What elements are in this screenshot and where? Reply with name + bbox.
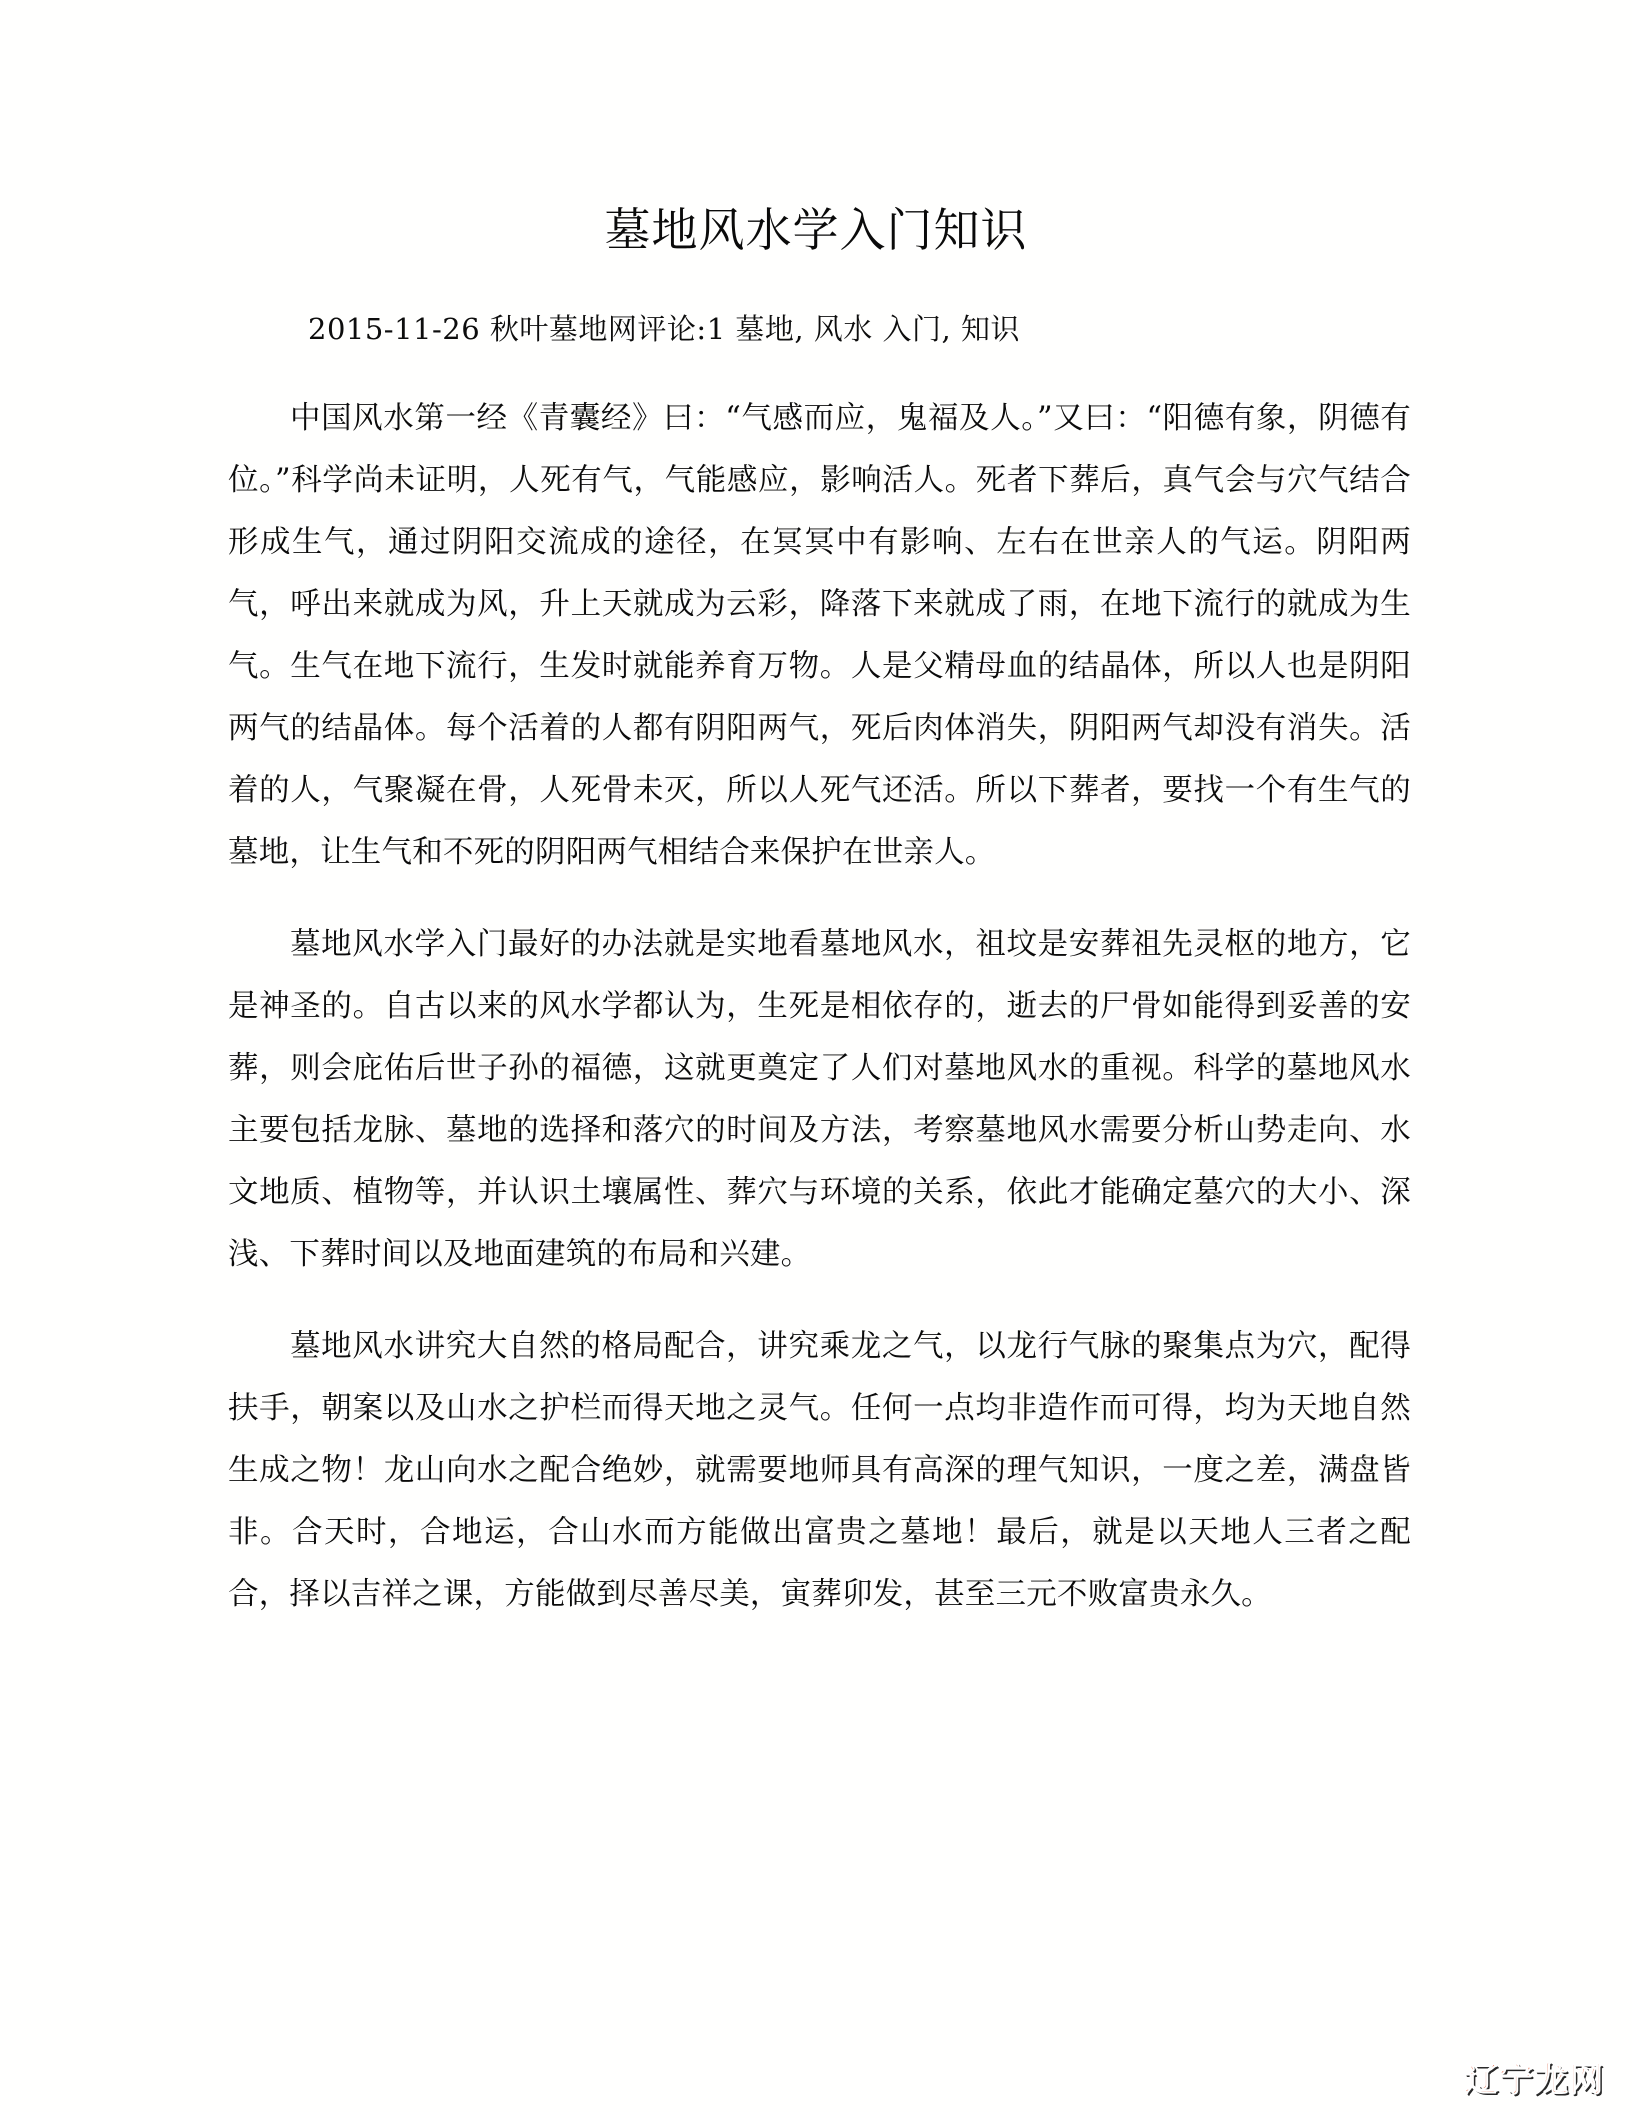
- page-title: 墓地风水学入门知识: [604, 202, 1028, 257]
- paragraph: 墓地风水学入门最好的办法就是实地看墓地风水，祖坟是安葬祖先灵枢的地方，它是神圣的。自古以来的风水学都认为，生死是相依存的，逝去的尸骨如能得到妥善的安葬，则会庇佑后世子孙的福德，这就更奠定了人们对墓地风水的重视。科学的墓地风水主要包括龙脉、墓地的选择和落穴的时间及方法，考察墓地风水需要分析山势走向、水文地质、植物等，并认识土壤属性、葬穴与环境的关系，依此才能确定墓穴的大小、深浅、下葬时间以及地面建筑的布局和兴建。: [228, 927, 1411, 1272]
- article-meta: 2015-11-26 秋叶墓地网评论:1 墓地, 风水 入门, 知识: [308, 312, 1020, 346]
- paragraph: 墓地风水讲究大自然的格局配合，讲究乘龙之气，以龙行气脉的聚集点为穴，配得扶手，朝案以及山水之护栏而得天地之灵气。任何一点均非造作而可得，均为天地自然生成之物！龙山向水之配合绝妙，就需要地师具有高深的理气知识，一度之差，满盘皆非。合天时，合地运，合山水而方能做出富贵之墓地！最后，就是以天地人三者之配合，择以吉祥之课，方能做到尽善尽美，寅葬卯发，甚至三元不败富贵永久。: [228, 1329, 1411, 1612]
- article-body: [228, 388, 1411, 1626]
- paragraph: 中国风水第一经《青囊经》曰：“气感而应，鬼福及人。”又曰：“阳德有象，阴德有位。”科学尚未证明，人死有气，气能感应，影响活人。死者下葬后，真气会与穴气结合形成生气，通过阴阳交流成的途径，在冥冥中有影响、左右在世亲人的气运。阴阳两气，呼出来就成为风，升上天就成为云彩，降落下来就成了雨，在地下流行的就成为生气。生气在地下流行，生发时就能养育万物。人是父精母血的结晶体，所以人也是阴阳两气的结晶体。每个活着的人都有阴阳两气，死后肉体消失，阴阳两气却没有消失。活着的人，气聚凝在骨，人死骨未灭，所以人死气还活。所以下葬者，要找一个有生气的墓地，让生气和不死的阴阳两气相结合来保护在世亲人。: [228, 401, 1411, 870]
- site-watermark: 辽宁龙网: [1464, 2060, 1604, 2100]
